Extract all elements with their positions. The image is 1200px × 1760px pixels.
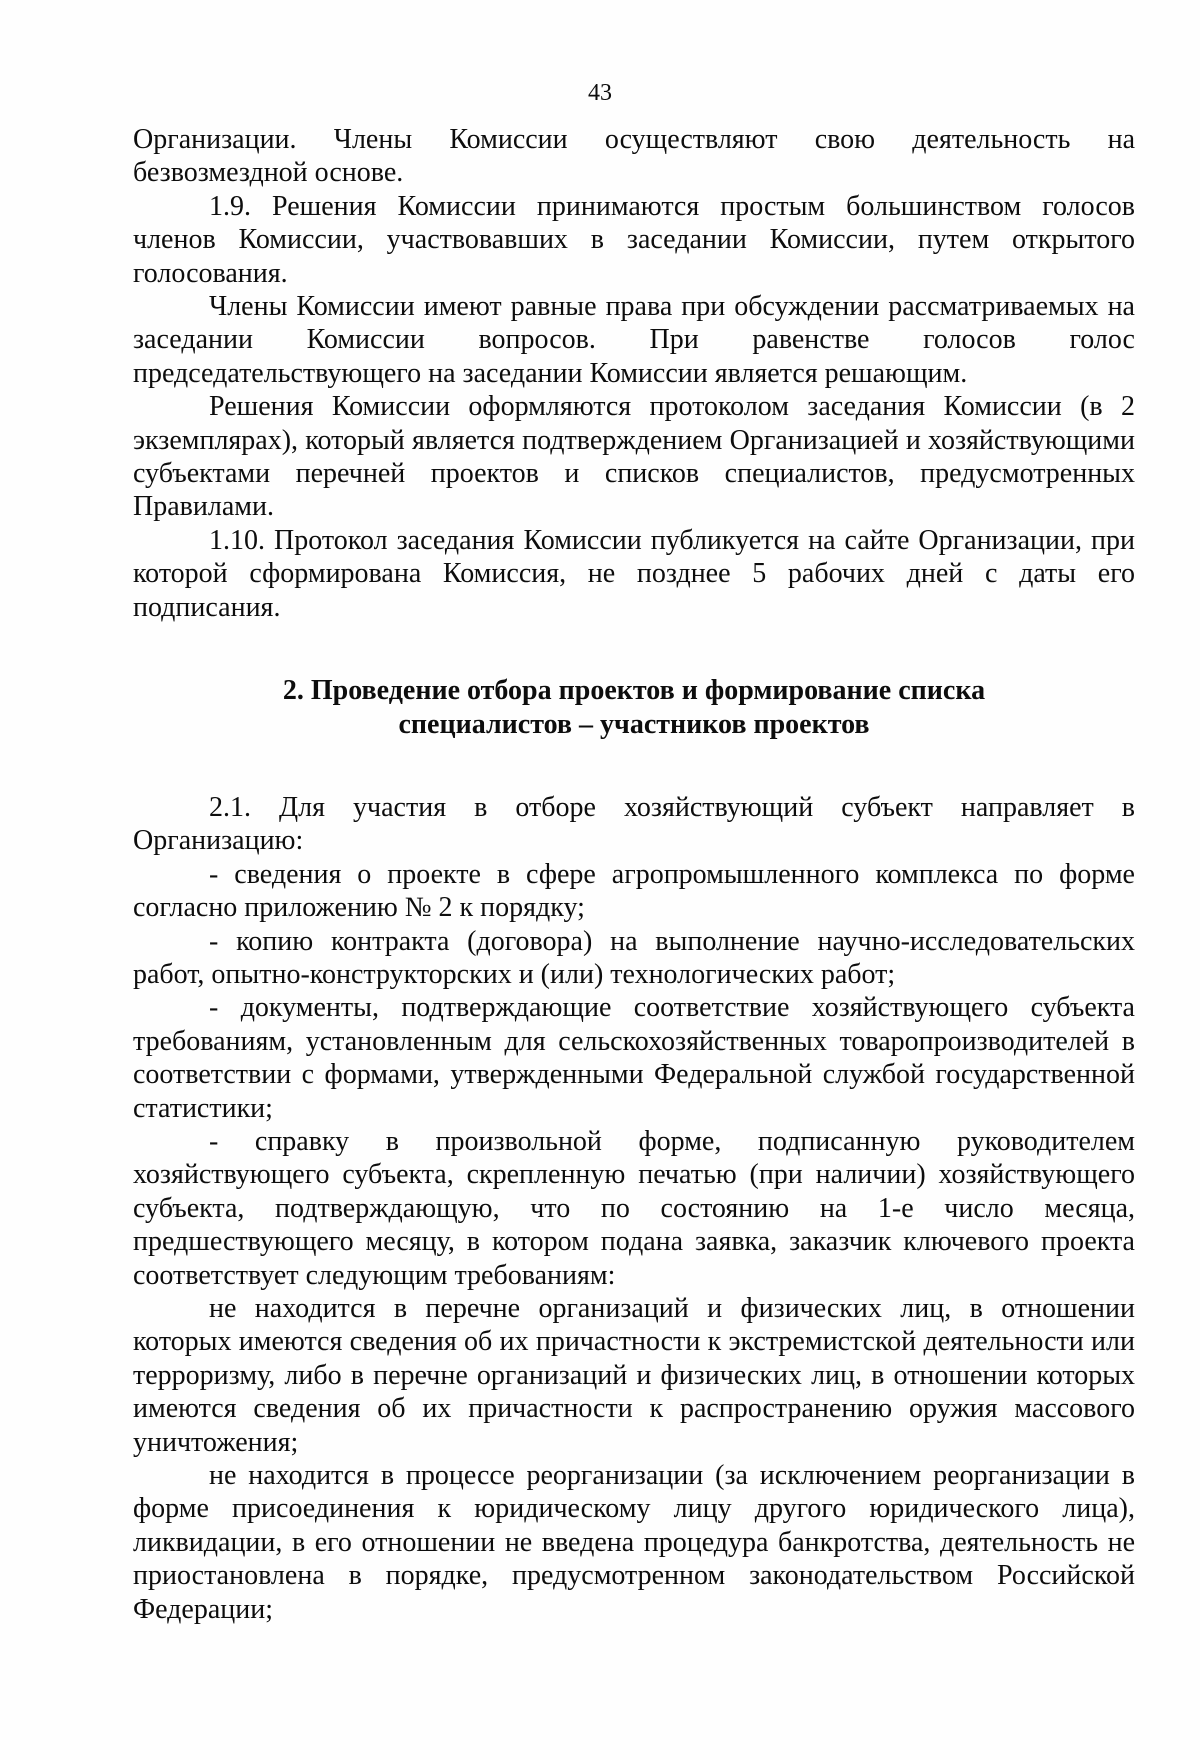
section-heading-line-2: специалистов – участников проектов	[398, 708, 870, 740]
paragraph-equal-rights: Члены Комиссии имеют равные права при обсуждении рассматриваемых на заседании Комиссии вопросов. При равенстве голосов голос председательствующего на заседании Комиссии является решающим.	[133, 291, 1135, 389]
paragraph-clause-2-1: 2.1. Для участия в отборе хозяйствующий субъект направляет в Организацию:	[133, 791, 1135, 857]
paragraph-clause-1-10: 1.10. Протокол заседания Комиссии публикуется на сайте Организации, при которой сформирована Комиссия, не позднее 5 рабочих дней с даты его подписания.	[133, 524, 1135, 623]
paragraph-continuation: Организации. Члены Комиссии осуществляют свою деятельность на безвозмездной основе.	[133, 124, 1135, 189]
document-body	[133, 123, 1135, 1626]
list-item-certificate: - справку в произвольной форме, подписанную руководителем хозяйствующего субъекта, скрепленную печатью (при наличии) хозяйствующего субъекта, подтверждающую, что по состоянию на 1-е число месяца, предшествующего месяцу, в котором подана заявка, заказчик ключевого проекта соответствует следующим требованиям:	[133, 1125, 1135, 1291]
list-item-compliance-documents: - документы, подтверждающие соответствие хозяйствующего субъекта требованиям, установленным для сельскохозяйственных товаропроизводителей в соответствии с формами, утвержденными Федеральной службой государственной статистики;	[133, 992, 1135, 1124]
list-item-contract-copy: - копию контракта (договора) на выполнение научно-исследовательских работ, опытно-конструкторских и (или) технологических работ;	[133, 925, 1135, 990]
requirement-not-in-lists: не находится в перечне организаций и физических лиц, в отношении которых имеются сведения об их причастности к экстремистской деятельности или терроризму, либо в перечне организаций и физических лиц, в отношении которых имеются сведения об их причастности к распространению оружия массового уничтожения;	[133, 1293, 1135, 1458]
list-item-project-info: - сведения о проекте в сфере агропромышленного комплекса по форме согласно приложению № 2 к порядку;	[133, 858, 1135, 924]
section-heading	[133, 674, 1135, 741]
paragraph-protocol-decisions: Решения Комиссии оформляются протоколом заседания Комиссии (в 2 экземплярах), который является подтверждением Организацией и хозяйствующими субъектами перечней проектов и списков специалистов, предусмотренных Правилами.	[133, 391, 1135, 523]
requirement-not-reorganizing: не находится в процессе реорганизации (за исключением реорганизации в форме присоединения к юридическому лицу другого юридического лица), ликвидации, в его отношении не введена процедура банкротства, деятельность не приостановлена в порядке, предусмотренном законодательством Российской Федерации;	[133, 1460, 1135, 1625]
page-number: 43	[588, 80, 612, 106]
section-heading-line-1: 2. Проведение отбора проектов и формирование списка	[282, 675, 986, 707]
paragraph-clause-1-9: 1.9. Решения Комиссии принимаются простым большинством голосов членов Комиссии, участвовавших в заседании Комиссии, путем открытого голосования.	[133, 190, 1135, 289]
